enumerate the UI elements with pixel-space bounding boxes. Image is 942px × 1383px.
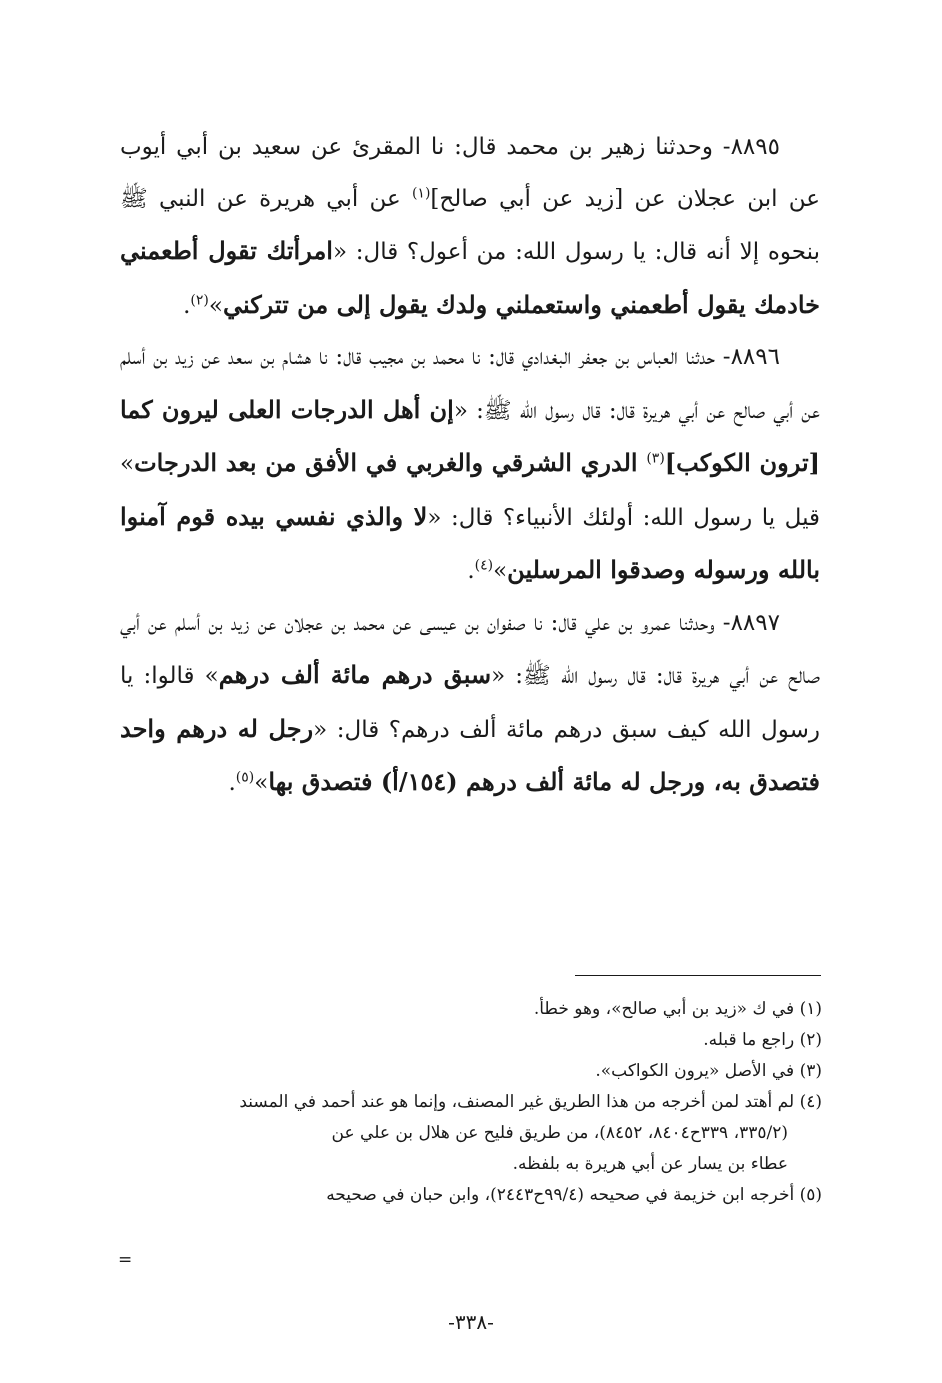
footnote-separator — [575, 975, 821, 976]
hadith-text: » — [254, 770, 269, 796]
footnote-ref: (٥) — [235, 769, 255, 786]
hadith-8895 — [120, 122, 820, 332]
hadith-text: ٨٨٩٥- وحدثنا زهير بن محمد قال: نا المقرئ عن سعيد بن أبي أيوب عن ابن عجلان عن [زيد عن أبي صالح] — [120, 134, 820, 212]
page-number: -٣٣٨- — [448, 1310, 494, 1334]
footnote-4-continued: (٣٣٥/٢، ٣٣٩ح٨٤٠٤، ٨٤٥٢)، من طريق فليح عن هلال بن علي عن — [331, 1123, 788, 1143]
footnote-ref: (٢) — [190, 291, 209, 308]
hadith-matn: لا والذي نفسي بيده قوم آمنوا بالله ورسوله وصدقوا المرسلين — [120, 501, 820, 584]
main-text — [120, 122, 820, 810]
hadith-text: » — [208, 292, 223, 319]
footnote-5: (٥) أخرجه ابن خزيمة في صحيحه (٩٩/٤ح٢٤٤٣)، وابن حبان في صحيحه — [326, 1185, 822, 1205]
hadith-text: . — [228, 770, 236, 796]
hadith-text: . — [183, 292, 191, 319]
hadith-8896 — [120, 332, 820, 598]
footnote-4: (٤) لم أهتد لمن أخرجه من هذا الطريق غير المصنف، وإنما هو عند أحمد في المسند — [239, 1092, 822, 1112]
hadith-text: ٨٨٩٦- حدثنا العباس بن جعفر البغدادي قال: نا محمد بن مجيب قال: نا هشام بن سعد عن زيد بن أسلم عن أبي صالح عن أبي هريرة قال: قال رسول الله ﷺ: « — [120, 344, 820, 424]
hadith-8897 — [120, 598, 820, 810]
hadith-matn: الدري الشرقي والغربي في الأفق من بعد الدرجات — [134, 448, 647, 477]
hadith-text: ٨٨٩٧- وحدثنا عمرو بن علي قال: نا صفوان بن عيسى عن محمد بن عجلان عن زيد بن أسلم عن أبي صالح عن أبي هريرة قال: قال رسول الله ﷺ: « — [120, 609, 821, 689]
footnote-ref: (٣) — [646, 450, 665, 467]
hadith-matn: إن أهل الدرجات العلى ليرون كما [ترون الكوكب] — [120, 394, 820, 477]
hadith-text: » قالوا: يا رسول الله كيف سبق درهم مائة ألف درهم؟ قال: « — [120, 663, 820, 743]
hadith-text: » قيل يا رسول الله: أولئك الأنبياء؟ قال: « — [120, 451, 821, 531]
footnotes — [118, 994, 822, 1211]
hadith-text: » — [493, 558, 508, 584]
footnote-3: (٣) في الأصل «يرون الكواكب». — [595, 1061, 822, 1081]
footnote-2: (٢) راجع ما قبله. — [703, 1030, 822, 1050]
footnote-ref: (٤) — [474, 557, 494, 574]
footnote-4-continued-2: عطاء بن يسار عن أبي هريرة به بلفظه. — [512, 1154, 788, 1174]
hadith-text: . — [467, 558, 475, 584]
hadith-matn: سبق درهم مائة ألف درهم — [218, 660, 492, 689]
footnote-1: (١) في ك «زيد بن أبي صالح»، وهو خطأ. — [533, 999, 822, 1019]
hadith-matn: امرأتك تقول أطعمني خادمك يقول أطعمني واستعملني ولدك يقول إلى من تتركني — [120, 236, 820, 319]
hadith-matn: رجل له درهم واحد فتصدق به، ورجل له مائة ألف درهم (١٥٤/أ) فتصدق بها — [120, 713, 820, 796]
hadith-text: عن أبي هريرة عن النبي ﷺ بنحوه إلا أنه قال: يا رسول الله: من أعول؟ قال: « — [120, 185, 820, 265]
continuation-mark: = — [118, 1250, 133, 1270]
footnote-ref: (١) — [411, 184, 431, 201]
